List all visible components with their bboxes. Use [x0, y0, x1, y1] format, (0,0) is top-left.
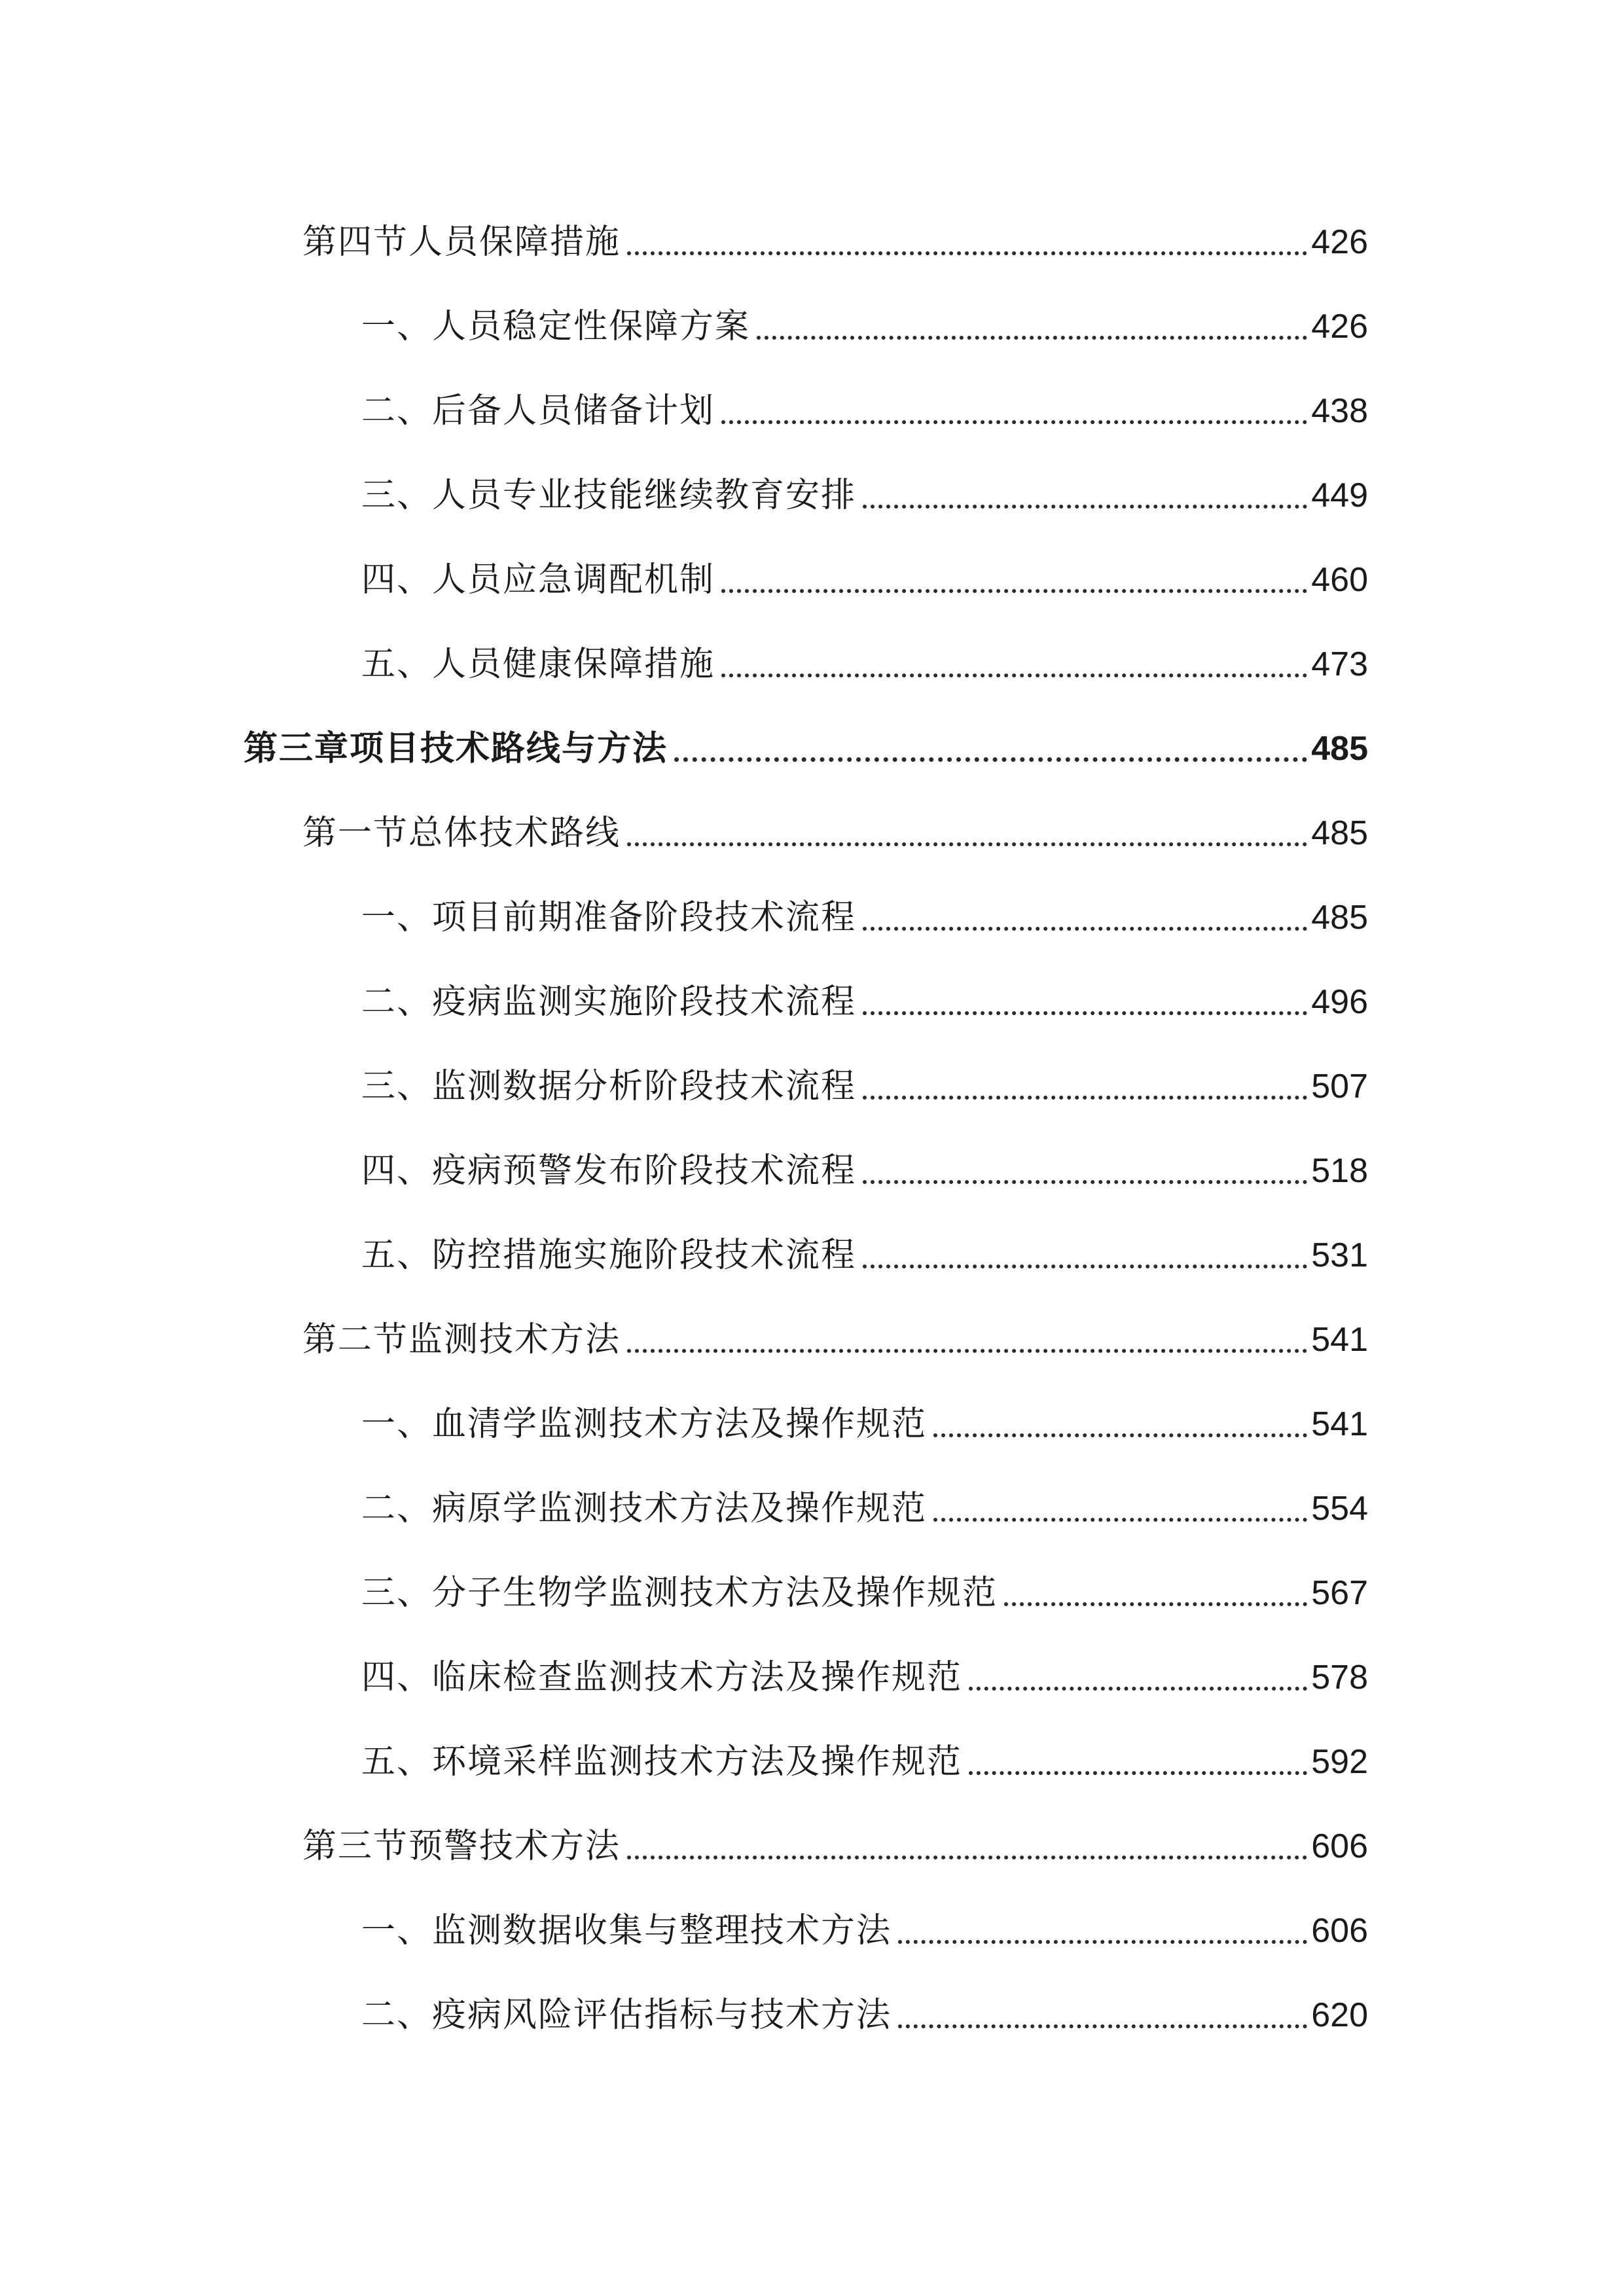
toc-entry-title: 第二节监测技术方法: [302, 1320, 621, 1359]
dot-leader: [674, 757, 1307, 762]
dot-leader: [721, 589, 1307, 593]
dot-leader: [969, 1771, 1307, 1775]
toc-entry-chapter[interactable]: [244, 723, 1368, 775]
dot-leader: [627, 1856, 1307, 1859]
dot-leader: [898, 2024, 1307, 2028]
toc-entry-page-number: 426: [1311, 223, 1368, 261]
toc-entry-page-number: 541: [1311, 1405, 1368, 1443]
toc-entry-item[interactable]: [361, 554, 1368, 606]
toc-entry-title: 一、血清学监测技术方法及操作规范: [361, 1405, 928, 1444]
toc-entry-item[interactable]: [361, 1905, 1368, 1957]
toc-entry-item[interactable]: [361, 1567, 1368, 1619]
toc-entry-title: 三、分子生物学监测技术方法及操作规范: [361, 1573, 998, 1613]
toc-entry-title: 二、疫病监测实施阶段技术流程: [361, 982, 857, 1022]
toc-entry-title: 四、人员应急调配机制: [361, 560, 715, 600]
dot-leader: [863, 1011, 1307, 1015]
toc-entry-title: 第三章项目技术路线与方法: [244, 729, 668, 768]
toc-entry-item[interactable]: [361, 300, 1368, 353]
toc-entry-item[interactable]: [361, 1736, 1368, 1788]
dot-leader: [627, 251, 1307, 255]
toc-entry-page-number: 554: [1311, 1490, 1368, 1528]
toc-entry-page-number: 426: [1311, 308, 1368, 346]
dot-leader: [969, 1687, 1307, 1691]
toc-entry-item[interactable]: [361, 976, 1368, 1028]
toc-entry-page-number: 592: [1311, 1743, 1368, 1781]
toc-entry-title: 一、监测数据收集与整理技术方法: [361, 1911, 892, 1950]
toc-entry-title: 二、病原学监测技术方法及操作规范: [361, 1489, 928, 1528]
dot-leader: [933, 1433, 1307, 1437]
dot-leader: [863, 505, 1307, 509]
toc-entry-title: 五、人员健康保障措施: [361, 645, 715, 684]
dot-leader: [627, 842, 1307, 846]
toc-entry-page-number: 531: [1311, 1236, 1368, 1274]
toc-entry-title: 五、环境采样监测技术方法及操作规范: [361, 1742, 963, 1782]
dot-leader: [721, 420, 1307, 424]
toc-entry-section[interactable]: [302, 807, 1368, 859]
toc-entry-title: 二、后备人员储备计划: [361, 391, 715, 431]
toc-entry-item[interactable]: [361, 385, 1368, 437]
toc-entry-page-number: 606: [1311, 1912, 1368, 1950]
toc-entry-title: 四、疫病预警发布阶段技术流程: [361, 1151, 857, 1191]
toc-entry-item[interactable]: [361, 1060, 1368, 1113]
toc-entry-page-number: 518: [1311, 1152, 1368, 1190]
toc-entry-title: 三、人员专业技能继续教育安排: [361, 476, 857, 515]
toc-entry-page-number: 438: [1311, 392, 1368, 430]
toc-entry-page-number: 496: [1311, 983, 1368, 1021]
dot-leader: [1004, 1602, 1307, 1606]
toc-entry-page-number: 606: [1311, 1827, 1368, 1865]
toc-entry-page-number: 485: [1311, 814, 1368, 852]
toc-entry-item[interactable]: [361, 638, 1368, 691]
toc-entry-title: 第四节人员保障措施: [302, 223, 621, 262]
dot-leader: [863, 927, 1307, 931]
toc-entry-page-number: 541: [1311, 1321, 1368, 1359]
toc-entry-item[interactable]: [361, 891, 1368, 944]
toc-entry-page-number: 460: [1311, 561, 1368, 599]
dot-leader: [898, 1940, 1307, 1944]
toc-entry-page-number: 485: [1311, 730, 1368, 768]
toc-entry-page-number: 507: [1311, 1067, 1368, 1105]
toc-entry-title: 第三节预警技术方法: [302, 1827, 621, 1866]
toc-entry-page-number: 578: [1311, 1659, 1368, 1696]
toc-entry-title: 一、人员稳定性保障方案: [361, 307, 751, 346]
toc-entry-item[interactable]: [361, 1989, 1368, 2041]
toc-entry-title: 二、疫病风险评估指标与技术方法: [361, 1996, 892, 2035]
toc-entry-item[interactable]: [361, 1229, 1368, 1282]
toc-entry-title: 五、防控措施实施阶段技术流程: [361, 1236, 857, 1275]
toc-entry-section[interactable]: [302, 1314, 1368, 1366]
toc-entry-item[interactable]: [361, 469, 1368, 522]
toc-entry-item[interactable]: [361, 1651, 1368, 1704]
dot-leader: [863, 1265, 1307, 1268]
toc-entry-page-number: 620: [1311, 1996, 1368, 2034]
toc-entry-page-number: 473: [1311, 645, 1368, 683]
toc-entry-item[interactable]: [361, 1145, 1368, 1197]
toc-entry-title: 三、监测数据分析阶段技术流程: [361, 1067, 857, 1106]
toc-entry-page-number: 567: [1311, 1574, 1368, 1612]
toc-entry-section[interactable]: [302, 1820, 1368, 1873]
dot-leader: [627, 1349, 1307, 1353]
dot-leader: [863, 1180, 1307, 1184]
dot-leader: [933, 1518, 1307, 1522]
toc-entry-item[interactable]: [361, 1482, 1368, 1535]
dot-leader: [863, 1096, 1307, 1100]
dot-leader: [721, 673, 1307, 677]
toc-entry-item[interactable]: [361, 1398, 1368, 1450]
toc-entry-section[interactable]: [302, 216, 1368, 268]
toc-entry-page-number: 449: [1311, 476, 1368, 514]
toc-entry-title: 四、临床检查监测技术方法及操作规范: [361, 1658, 963, 1697]
toc-entry-title: 第一节总体技术路线: [302, 814, 621, 853]
dot-leader: [757, 336, 1307, 340]
toc-entry-page-number: 485: [1311, 899, 1368, 937]
toc-entry-title: 一、项目前期准备阶段技术流程: [361, 898, 857, 937]
